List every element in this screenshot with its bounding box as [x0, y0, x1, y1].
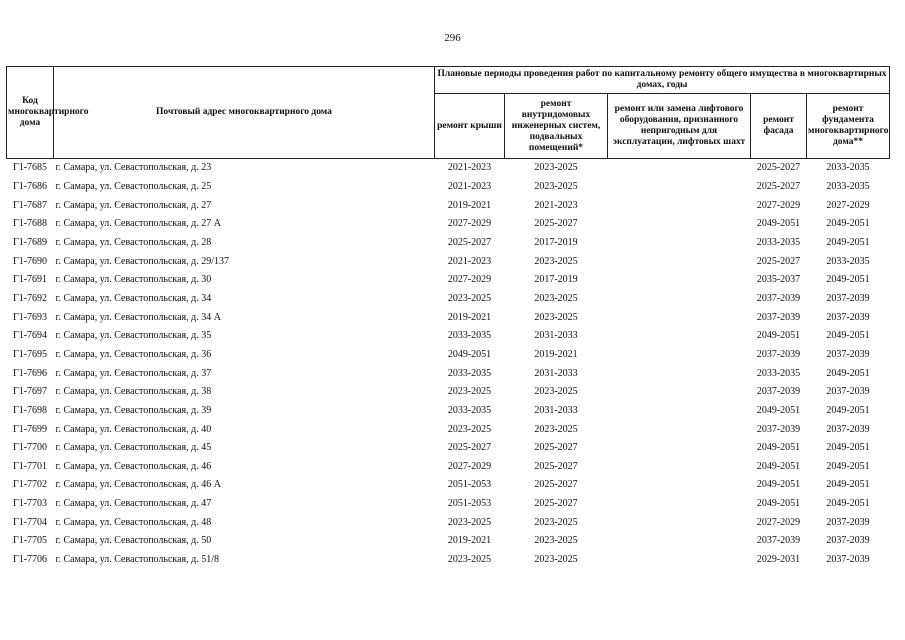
table-row — [7, 364, 890, 383]
header-systems: ремонт внутридомовых инженерных систем, подвальных помещений* — [505, 94, 608, 159]
cell-code: Г1-7698 — [12, 404, 48, 416]
cell-code: Г1-7691 — [12, 274, 48, 286]
cell-roof: 2019-2021 — [447, 535, 492, 547]
cell-address: г. Самара, ул. Севастопольская, д. 29/137 — [55, 255, 230, 267]
cell-code: Г1-7692 — [12, 292, 48, 304]
cell-foundation: 2049-2051 — [826, 479, 870, 491]
cell-facade: 2049-2051 — [756, 479, 801, 491]
cell-foundation: 2049-2051 — [826, 460, 870, 472]
cell-systems: 2031-2033 — [534, 330, 578, 342]
cell-elevator — [608, 252, 751, 271]
cell-systems: 2031-2033 — [534, 404, 578, 416]
cell-address: г. Самара, ул. Севастопольская, д. 34 А — [55, 311, 221, 323]
cell-roof: 2033-2035 — [447, 404, 492, 416]
cell-elevator — [608, 513, 751, 532]
cell-foundation: 2037-2039 — [826, 423, 870, 435]
cell-address: г. Самара, ул. Севастопольская, д. 35 — [55, 330, 212, 342]
cell-roof: 2019-2021 — [447, 199, 492, 211]
cell-code: Г1-7693 — [12, 311, 48, 323]
cell-code: Г1-7689 — [12, 236, 48, 248]
cell-roof: 2021-2023 — [447, 255, 492, 267]
cell-address: г. Самара, ул. Севастопольская, д. 39 — [55, 404, 212, 416]
capital-repair-table — [6, 66, 890, 569]
cell-elevator — [608, 346, 751, 365]
table-row — [7, 551, 890, 570]
table-body — [7, 159, 890, 570]
cell-foundation: 2049-2051 — [826, 330, 870, 342]
cell-elevator — [608, 420, 751, 439]
cell-foundation: 2037-2039 — [826, 348, 870, 360]
cell-roof: 2023-2025 — [447, 554, 492, 566]
cell-address: г. Самара, ул. Севастопольская, д. 34 — [55, 292, 212, 304]
cell-systems: 2017-2019 — [534, 236, 578, 248]
cell-elevator — [608, 327, 751, 346]
table-row — [7, 159, 890, 178]
cell-facade: 2037-2039 — [756, 423, 801, 435]
cell-systems: 2025-2027 — [534, 498, 578, 510]
cell-systems: 2023-2025 — [534, 386, 578, 398]
cell-facade: 2049-2051 — [756, 404, 801, 416]
cell-code: Г1-7685 — [12, 162, 48, 174]
cell-code: Г1-7704 — [12, 516, 48, 528]
cell-code: Г1-7686 — [12, 180, 48, 192]
cell-code: Г1-7695 — [12, 348, 48, 360]
cell-address: г. Самара, ул. Севастопольская, д. 51/8 — [55, 554, 220, 566]
cell-code: Г1-7696 — [12, 367, 48, 379]
cell-elevator — [608, 271, 751, 290]
cell-address: г. Самара, ул. Севастопольская, д. 36 — [55, 348, 212, 360]
cell-elevator — [608, 551, 751, 570]
cell-facade: 2035-2037 — [756, 274, 801, 286]
cell-code: Г1-7694 — [12, 330, 48, 342]
cell-elevator — [608, 290, 751, 309]
cell-facade: 2033-2035 — [756, 367, 801, 379]
table-row — [7, 252, 890, 271]
table-row — [7, 383, 890, 402]
table-row — [7, 196, 890, 215]
cell-systems: 2023-2025 — [534, 423, 578, 435]
cell-foundation: 2049-2051 — [826, 218, 870, 230]
cell-code: Г1-7702 — [12, 479, 48, 491]
cell-facade: 2033-2035 — [756, 236, 801, 248]
cell-foundation: 2033-2035 — [826, 162, 870, 174]
cell-roof: 2023-2025 — [447, 516, 492, 528]
cell-systems: 2023-2025 — [534, 162, 578, 174]
cell-address: г. Самара, ул. Севастопольская, д. 27 — [55, 199, 212, 211]
cell-facade: 2037-2039 — [756, 292, 801, 304]
cell-facade: 2025-2027 — [756, 180, 801, 192]
table-row — [7, 495, 890, 514]
header-address: Почтовый адрес многоквартирного дома — [54, 67, 435, 159]
cell-foundation: 2037-2039 — [826, 311, 870, 323]
cell-roof: 2025-2027 — [447, 236, 492, 248]
cell-facade: 2025-2027 — [756, 255, 801, 267]
cell-code: Г1-7688 — [12, 218, 48, 230]
table-row — [7, 290, 890, 309]
cell-foundation: 2049-2051 — [826, 498, 870, 510]
cell-roof: 2019-2021 — [447, 311, 492, 323]
table-row — [7, 234, 890, 253]
cell-foundation: 2037-2039 — [826, 516, 870, 528]
cell-address: г. Самара, ул. Севастопольская, д. 38 — [55, 386, 212, 398]
cell-roof: 2049-2051 — [447, 348, 492, 360]
cell-address: г. Самара, ул. Севастопольская, д. 37 — [55, 367, 212, 379]
table-row — [7, 476, 890, 495]
cell-code: Г1-7690 — [12, 255, 48, 267]
cell-systems: 2023-2025 — [534, 554, 578, 566]
cell-code: Г1-7701 — [12, 460, 48, 472]
cell-systems: 2025-2027 — [534, 479, 578, 491]
cell-facade: 2037-2039 — [756, 535, 801, 547]
table-row — [7, 327, 890, 346]
cell-code: Г1-7699 — [12, 423, 48, 435]
cell-systems: 2025-2027 — [534, 442, 578, 454]
cell-elevator — [608, 234, 751, 253]
cell-address: г. Самара, ул. Севастопольская, д. 46 А — [55, 479, 221, 491]
cell-facade: 2027-2029 — [756, 516, 801, 528]
page-number: 296 — [444, 32, 461, 44]
cell-roof: 2051-2053 — [447, 498, 492, 510]
cell-elevator — [608, 383, 751, 402]
cell-foundation: 2049-2051 — [826, 274, 870, 286]
cell-address: г. Самара, ул. Севастопольская, д. 47 — [55, 498, 212, 510]
cell-elevator — [608, 159, 751, 178]
table-row — [7, 439, 890, 458]
cell-address: г. Самара, ул. Севастопольская, д. 30 — [55, 274, 212, 286]
cell-elevator — [608, 458, 751, 477]
header-periods-group: Плановые периоды проведения работ по капитальному ремонту общего имущества в многоквартирных домах, годы — [435, 67, 890, 94]
cell-address: г. Самара, ул. Севастопольская, д. 40 — [55, 423, 212, 435]
cell-facade: 2049-2051 — [756, 330, 801, 342]
cell-elevator — [608, 476, 751, 495]
header-roof: ремонт крыши — [435, 94, 505, 159]
cell-facade: 2049-2051 — [756, 218, 801, 230]
cell-systems: 2023-2025 — [534, 180, 578, 192]
cell-elevator — [608, 308, 751, 327]
cell-systems: 2019-2021 — [534, 348, 578, 360]
cell-roof: 2027-2029 — [447, 274, 492, 286]
cell-foundation: 2049-2051 — [826, 367, 870, 379]
cell-foundation: 2049-2051 — [826, 442, 870, 454]
cell-systems: 2023-2025 — [534, 255, 578, 267]
cell-address: г. Самара, ул. Севастопольская, д. 45 — [55, 442, 212, 454]
cell-systems: 2023-2025 — [534, 292, 578, 304]
cell-elevator — [608, 439, 751, 458]
cell-systems: 2023-2025 — [534, 516, 578, 528]
cell-systems: 2025-2027 — [534, 218, 578, 230]
table-row — [7, 215, 890, 234]
cell-facade: 2049-2051 — [756, 442, 801, 454]
cell-foundation: 2033-2035 — [826, 255, 870, 267]
cell-roof: 2025-2027 — [447, 442, 492, 454]
table-row — [7, 346, 890, 365]
cell-foundation: 2037-2039 — [826, 554, 870, 566]
cell-facade: 2037-2039 — [756, 348, 801, 360]
cell-code: Г1-7705 — [12, 535, 48, 547]
cell-code: Г1-7703 — [12, 498, 48, 510]
cell-code: Г1-7697 — [12, 386, 48, 398]
cell-foundation: 2027-2029 — [826, 199, 870, 211]
table-row — [7, 420, 890, 439]
header-facade: ремонт фасада — [751, 94, 807, 159]
cell-facade: 2029-2031 — [756, 554, 801, 566]
cell-roof: 2023-2025 — [447, 423, 492, 435]
cell-roof: 2033-2035 — [447, 367, 492, 379]
cell-facade: 2037-2039 — [756, 386, 801, 398]
cell-roof: 2051-2053 — [447, 479, 492, 491]
cell-foundation: 2049-2051 — [826, 404, 870, 416]
cell-elevator — [608, 178, 751, 197]
cell-roof: 2023-2025 — [447, 292, 492, 304]
cell-facade: 2049-2051 — [756, 498, 801, 510]
cell-roof: 2027-2029 — [447, 460, 492, 472]
cell-elevator — [608, 402, 751, 421]
cell-facade: 2037-2039 — [756, 311, 801, 323]
cell-systems: 2023-2025 — [534, 311, 578, 323]
header-foundation: ремонт фундамента многоквартирного дома** — [807, 94, 890, 159]
cell-foundation: 2037-2039 — [826, 292, 870, 304]
cell-foundation: 2037-2039 — [826, 535, 870, 547]
cell-facade: 2027-2029 — [756, 199, 801, 211]
table-row — [7, 178, 890, 197]
cell-systems: 2021-2023 — [534, 199, 578, 211]
header-code: Код многоквартирного дома — [7, 67, 54, 159]
cell-roof: 2023-2025 — [447, 386, 492, 398]
cell-elevator — [608, 215, 751, 234]
cell-address: г. Самара, ул. Севастопольская, д. 23 — [55, 162, 212, 174]
cell-roof: 2021-2023 — [447, 162, 492, 174]
cell-elevator — [608, 196, 751, 215]
table-header — [7, 67, 890, 159]
cell-systems: 2031-2033 — [534, 367, 578, 379]
cell-code: Г1-7687 — [12, 199, 48, 211]
cell-foundation: 2037-2039 — [826, 386, 870, 398]
table-row — [7, 271, 890, 290]
header-elevator: ремонт или замена лифтового оборудования, признанного непригодным для эксплуатации, лифтовых шахт — [608, 94, 751, 159]
table-row — [7, 308, 890, 327]
cell-systems: 2023-2025 — [534, 535, 578, 547]
cell-systems: 2017-2019 — [534, 274, 578, 286]
table-row — [7, 513, 890, 532]
cell-address: г. Самара, ул. Севастопольская, д. 48 — [55, 516, 212, 528]
cell-facade: 2049-2051 — [756, 460, 801, 472]
cell-elevator — [608, 532, 751, 551]
cell-roof: 2027-2029 — [447, 218, 492, 230]
cell-systems: 2025-2027 — [534, 460, 578, 472]
cell-address: г. Самара, ул. Севастопольская, д. 28 — [55, 236, 212, 248]
cell-foundation: 2033-2035 — [826, 180, 870, 192]
cell-elevator — [608, 495, 751, 514]
cell-facade: 2025-2027 — [756, 162, 801, 174]
cell-code: Г1-7700 — [12, 442, 48, 454]
table-row — [7, 402, 890, 421]
cell-address: г. Самара, ул. Севастопольская, д. 27 А — [55, 218, 221, 230]
cell-foundation: 2049-2051 — [826, 236, 870, 248]
cell-address: г. Самара, ул. Севастопольская, д. 46 — [55, 460, 212, 472]
cell-code: Г1-7706 — [12, 554, 48, 566]
cell-roof: 2021-2023 — [447, 180, 492, 192]
cell-address: г. Самара, ул. Севастопольская, д. 50 — [55, 535, 212, 547]
table-row — [7, 458, 890, 477]
cell-elevator — [608, 364, 751, 383]
table-row — [7, 532, 890, 551]
cell-roof: 2033-2035 — [447, 330, 492, 342]
cell-address: г. Самара, ул. Севастопольская, д. 25 — [55, 180, 212, 192]
